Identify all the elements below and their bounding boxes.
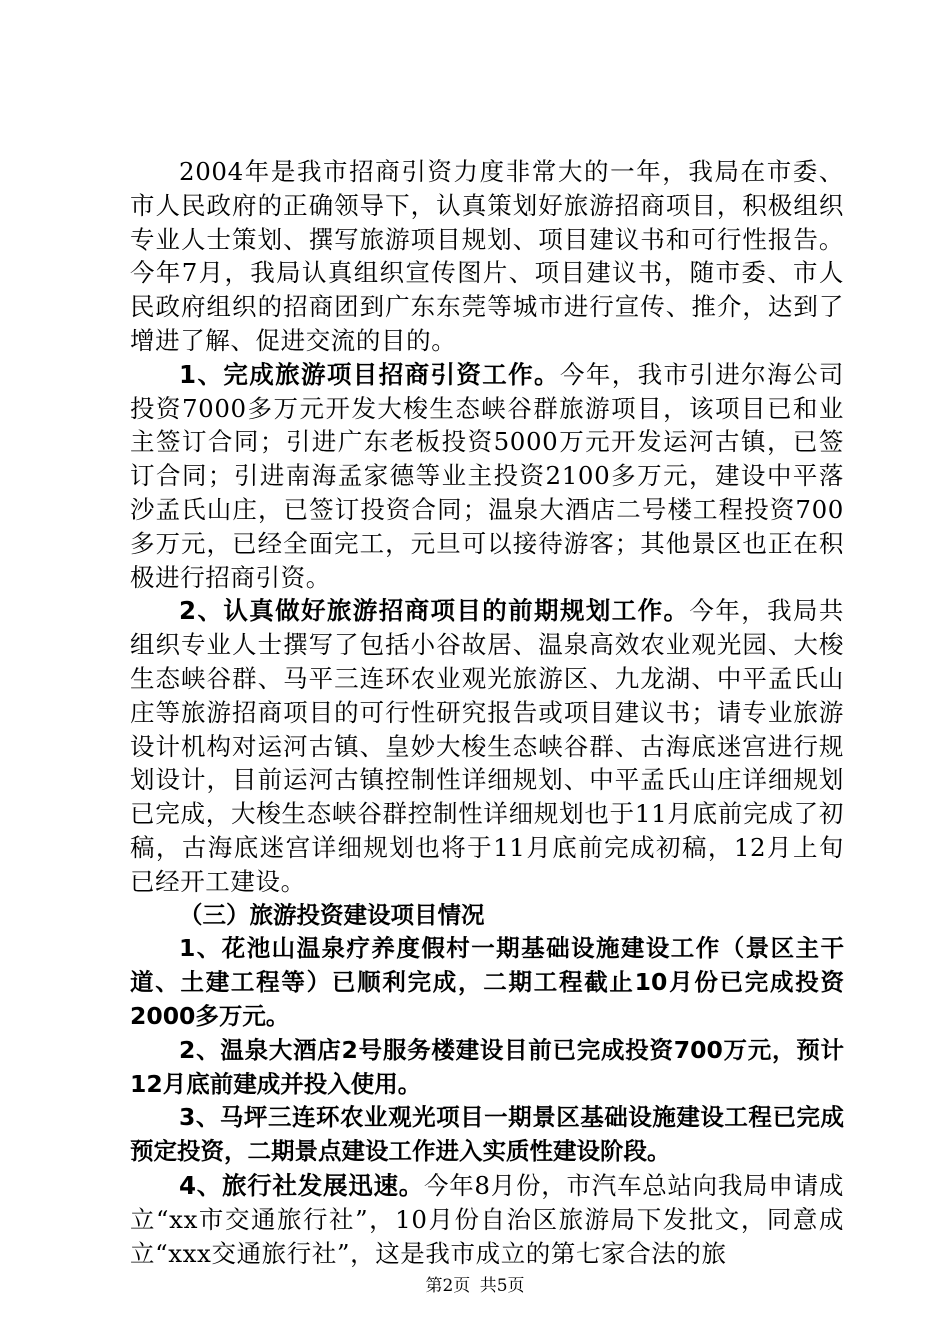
- paragraph-project-1: [130, 932, 844, 1033]
- paragraph-project-3: [130, 1101, 844, 1169]
- paragraph-lead: 2、认真做好旅游招商项目的前期规划工作。: [179, 596, 690, 626]
- section-heading-text: （三）旅游投资建设项目情况: [179, 900, 485, 929]
- paragraph-item-4: [130, 1169, 844, 1270]
- paragraph-lead: 3、马坪三连环农业观光项目一期景区基础设施建设工程已完成预定投资，二期景点建设工作进入实质性建设阶段。: [130, 1103, 844, 1166]
- paragraph-item-2: [130, 594, 844, 898]
- page-total: 共5页: [479, 1276, 525, 1296]
- paragraph-lead: 4、旅行社发展迅速。: [179, 1170, 424, 1200]
- paragraph-text: 今年，我市引进尔海公司投资7000多万元开发大梭生态峡谷群旅游项目，该项目已和业主签订合同；引进广东老板投资5000万元开发运河古镇，已签订合同；引进南海孟家德等业主投资2100多万元，建设中平落沙孟氏山庄，已签订投资合同；温泉大酒店二号楼工程投资700多万元，已经全面完工，元旦可以接待游客；其他景区也正在积极进行招商引资。: [130, 359, 844, 592]
- paragraph-text: 今年，我局共组织专业人士撰写了包括小谷故居、温泉高效农业观光园、大梭生态峡谷群、马平三连环农业观光旅游区、九龙湖、中平孟氏山庄等旅游招商项目的可行性研究报告或项目建议书；请专业旅游设计机构对运河古镇、皇妙大梭生态峡谷群、古海底迷宫进行规划设计，目前运河古镇控制性详细规划、中平孟氏山庄详细规划已完成，大梭生态峡谷群控制性详细规划也于11月底前完成了初稿，古海底迷宫详细规划也将于11月底前完成初稿，12月上旬已经开工建设。: [130, 596, 844, 896]
- paragraph-text: 2004年是我市招商引资力度非常大的一年，我局在市委、市人民政府的正确领导下，认真策划好旅游招商项目，积极组织专业人士策划、撰写旅游项目规划、项目建议书和可行性报告。今年7月，我局认真组织宣传图片、项目建议书，随市委、市人民政府组织的招商团到广东东莞等城市进行宣传、推介，达到了增进了解、促进交流的目的。: [130, 157, 844, 355]
- paragraph-lead: 1、完成旅游项目招商引资工作。: [179, 359, 560, 389]
- paragraph-lead: 1、花池山温泉疗养度假村一期基础设施建设工作（景区主干道、土建工程等）已顺利完成，二期工程截止10月份已完成投资2000多万元。: [130, 934, 844, 1030]
- paragraph-item-1: [130, 358, 844, 595]
- page-number: 第2页: [425, 1276, 471, 1296]
- page-footer: [0, 1271, 950, 1296]
- document-page: [130, 155, 844, 1270]
- paragraph-intro: [130, 155, 844, 358]
- paragraph-text: 今年8月份，市汽车总站向我局申请成立“xx市交通旅行社”，10月份自治区旅游局下发批文，同意成立“xxx交通旅行社”，这是我市成立的第七家合法的旅: [130, 1170, 844, 1268]
- paragraph-lead: 2、温泉大酒店2号服务楼建设目前已完成投资700万元，预计12月底前建成并投入使用。: [130, 1035, 844, 1098]
- section-heading: [130, 899, 844, 933]
- paragraph-project-2: [130, 1034, 844, 1102]
